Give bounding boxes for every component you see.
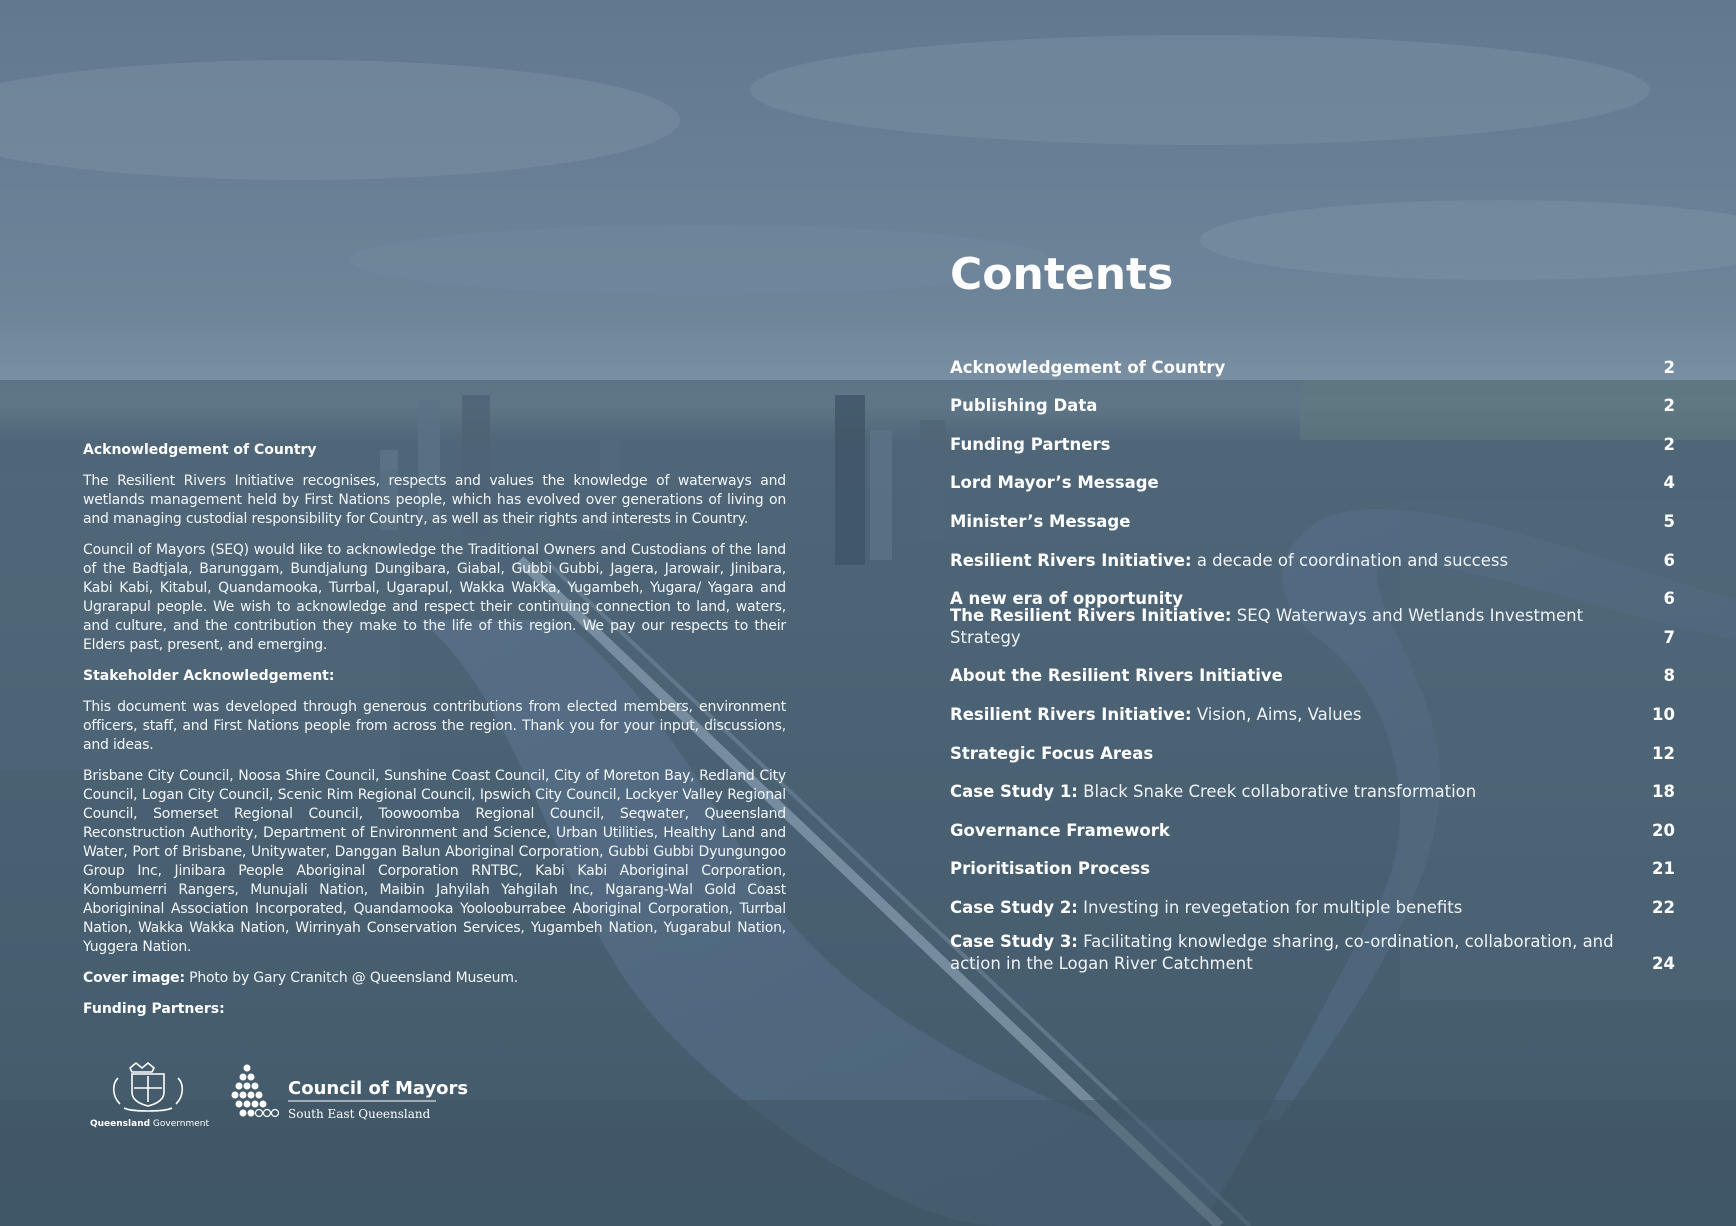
toc-entry-text: [950, 931, 1625, 975]
ack-heading: Acknowledgement of Country: [83, 442, 317, 458]
toc-page-number: 24: [1652, 953, 1675, 973]
queensland-government-logo: [88, 1060, 208, 1130]
toc-entry-bold: Publishing Data: [950, 396, 1098, 416]
council-of-mayors-dots-icon: [232, 1065, 279, 1117]
qld-logo-bold: Queensland: [90, 1119, 151, 1129]
toc-item[interactable]: [950, 533, 1675, 572]
toc-entry-text: [950, 511, 1625, 533]
toc-item[interactable]: [950, 340, 1675, 379]
toc-entry-bold: Acknowledgement of Country: [950, 357, 1226, 377]
toc-entry-rest: Black Snake Creek collaborative transformation: [1077, 782, 1477, 802]
cover-image-label: Cover image:: [83, 970, 185, 986]
toc-entry-bold: Strategic Focus Areas: [950, 743, 1154, 763]
toc-page-number: 2: [1663, 357, 1675, 377]
toc-page-number: 18: [1652, 782, 1675, 802]
toc-page-number: 7: [1663, 627, 1675, 647]
toc-page-number: 21: [1652, 859, 1675, 879]
toc-list: [950, 340, 1675, 975]
contents-title: Contents: [950, 249, 1174, 300]
toc-entry-text: [950, 781, 1625, 803]
toc-page-number: 20: [1652, 820, 1675, 840]
toc-item[interactable]: [950, 842, 1675, 881]
toc-entry-bold: Resilient Rivers Initiative:: [950, 550, 1192, 570]
funding-partners-heading: Funding Partners:: [83, 1001, 225, 1017]
toc-page-number: 10: [1652, 704, 1675, 724]
toc-item[interactable]: [950, 803, 1675, 842]
toc-item[interactable]: [950, 494, 1675, 533]
cover-image-credit: [83, 969, 786, 988]
toc-entry-bold: Case Study 1:: [950, 782, 1078, 802]
toc-entry-rest: SEQ Waterways and Wetlands Investment Strategy: [950, 605, 1584, 647]
toc-item[interactable]: [950, 379, 1675, 418]
toc-entry-bold: About the Resilient Rivers Initiative: [950, 666, 1283, 686]
toc-entry-bold: Prioritisation Process: [950, 859, 1151, 879]
toc-entry-text: [950, 665, 1625, 687]
toc-page-number: 2: [1663, 396, 1675, 416]
toc-page-number: 22: [1652, 897, 1675, 917]
council-of-mayors-logo: [231, 1064, 469, 1126]
toc-page-number: 2: [1663, 434, 1675, 454]
toc-entry-bold: Minister’s Message: [950, 511, 1131, 531]
toc-entry-rest: a decade of coordination and success: [1191, 550, 1509, 570]
toc-entry-bold: Lord Mayor’s Message: [950, 473, 1159, 493]
stakeholder-paragraph-1: This document was developed through generous contributions from elected members, environment officers, staff, and First Nations people from across the region. Thank you for your input, discussions, and ideas.: [83, 699, 786, 753]
toc-entry-text: [950, 858, 1625, 880]
toc-entry-bold: Case Study 2:: [950, 897, 1078, 917]
toc-entry-bold: Resilient Rivers Initiative:: [950, 704, 1192, 724]
toc-entry-bold: Case Study 3:: [950, 931, 1078, 951]
toc-item[interactable]: [950, 605, 1675, 649]
cover-image-text: Photo by Gary Cranitch @ Queensland Museum.: [184, 970, 519, 986]
toc-page-number: 6: [1663, 589, 1675, 609]
toc-item[interactable]: [950, 417, 1675, 456]
toc-item[interactable]: [950, 456, 1675, 495]
toc-entry-text: [950, 820, 1625, 842]
ack-paragraph-1: The Resilient Rivers Initiative recognises, respects and values the knowledge of waterways and wetlands management held by First Nations people, which has evolved over generations of living on and managing custodial responsibility for Country, as well as their rights and interests in Country.: [83, 473, 786, 527]
toc-item[interactable]: [950, 880, 1675, 919]
toc-entry-bold: The Resilient Rivers Initiative:: [950, 605, 1232, 625]
toc-page-number: 12: [1652, 743, 1675, 763]
toc-item[interactable]: [950, 923, 1675, 975]
toc-entry-text: [950, 550, 1625, 572]
toc-entry-bold: A new era of opportunity: [950, 589, 1184, 609]
com-logo-title: Council of Mayors: [288, 1078, 469, 1099]
toc-item[interactable]: [950, 765, 1675, 804]
left-column: [83, 441, 786, 1031]
funding-partner-logos: [88, 1060, 469, 1130]
toc-entry-text: [950, 704, 1625, 726]
toc-entry-bold: Governance Framework: [950, 820, 1170, 840]
toc-page-number: 8: [1663, 666, 1675, 686]
toc-entry-text: [950, 897, 1625, 919]
toc-entry-text: [950, 357, 1625, 379]
toc-entry-text: [950, 434, 1625, 456]
toc-entry-bold: Funding Partners: [950, 434, 1111, 454]
toc-entry-rest: Facilitating knowledge sharing, co-ordination, collaboration, and action in the Logan River Catchment: [950, 931, 1614, 973]
toc-page-number: 5: [1663, 511, 1675, 531]
toc-entry-text: [950, 743, 1625, 765]
toc-item[interactable]: [950, 726, 1675, 765]
toc-page-number: 4: [1663, 473, 1675, 493]
stakeholder-paragraph-2: Brisbane City Council, Noosa Shire Council, Sunshine Coast Council, City of Moreton Bay, Redland City Council, Logan City Council, Scenic Rim Regional Council, Ipswich City Council, Lockyer Valley Regional Council, Somerset Regional Council, Toowoomba Regional Council, Seqwater, Queensland Reconstruction Authority, Department of Environment and Science, Urban Utilities, Healthy Land and Water, Port of Brisbane, Unitywater, Danggan Balun Aboriginal Corporation, Gubbi Gubbi Dyungungoo Group Inc, Jinibara People Aboriginal Corporation RNTBC, Kabi Kabi Aboriginal Corporation, Kombumerri Rangers, Munujali Nation, Maibin Jahyilah Yahgilah Inc, Ngarang-Wal Gold Coast Aborigininal Association Incorporated, Quandamooka Yoolooburrabee Aboriginal Corporation, Turrbal Nation, Wakka Wakka Nation, Wirrinyah Conservation Services, Yugambeh Nation, Yugarabul Nation, Yuggera Nation.: [83, 768, 786, 955]
svg-text:Queensland Government: [90, 1119, 210, 1129]
toc-item[interactable]: [950, 649, 1675, 688]
stakeholder-heading: Stakeholder Acknowledgement:: [83, 668, 335, 684]
toc-item[interactable]: [950, 687, 1675, 726]
queensland-coat-of-arms-icon: [114, 1063, 183, 1111]
com-logo-subtitle: South East Queensland: [288, 1107, 431, 1121]
toc-entry-rest: Vision, Aims, Values: [1191, 704, 1362, 724]
toc-entry-text: [950, 605, 1625, 649]
toc-entry-text: [950, 395, 1625, 417]
toc-entry-text: [950, 472, 1625, 494]
table-of-contents: [950, 240, 1675, 975]
toc-page-number: 6: [1663, 550, 1675, 570]
qld-logo-rest: Government: [150, 1119, 210, 1129]
toc-entry-rest: Investing in revegetation for multiple benefits: [1077, 897, 1463, 917]
ack-paragraph-2: Council of Mayors (SEQ) would like to acknowledge the Traditional Owners and Custodians of the land of the Badtjala, Barunggam, Bundjalung Dungibara, Giabal, Gubbi Gubbi, Jagera, Jarowair, Jinibara, Kabi Kabi, Kitabul, Quandamooka, Turrbal, Ugarapul, Wakka Wakka, Yugambeh, Yugara/ Yagara and Ugrarapul people. We wish to acknowledge and respect their continuing connection to land, waters, and culture, and the contribution they make to the life of this region. We pay our respects to their Elders past, present, and emerging.: [83, 542, 786, 653]
